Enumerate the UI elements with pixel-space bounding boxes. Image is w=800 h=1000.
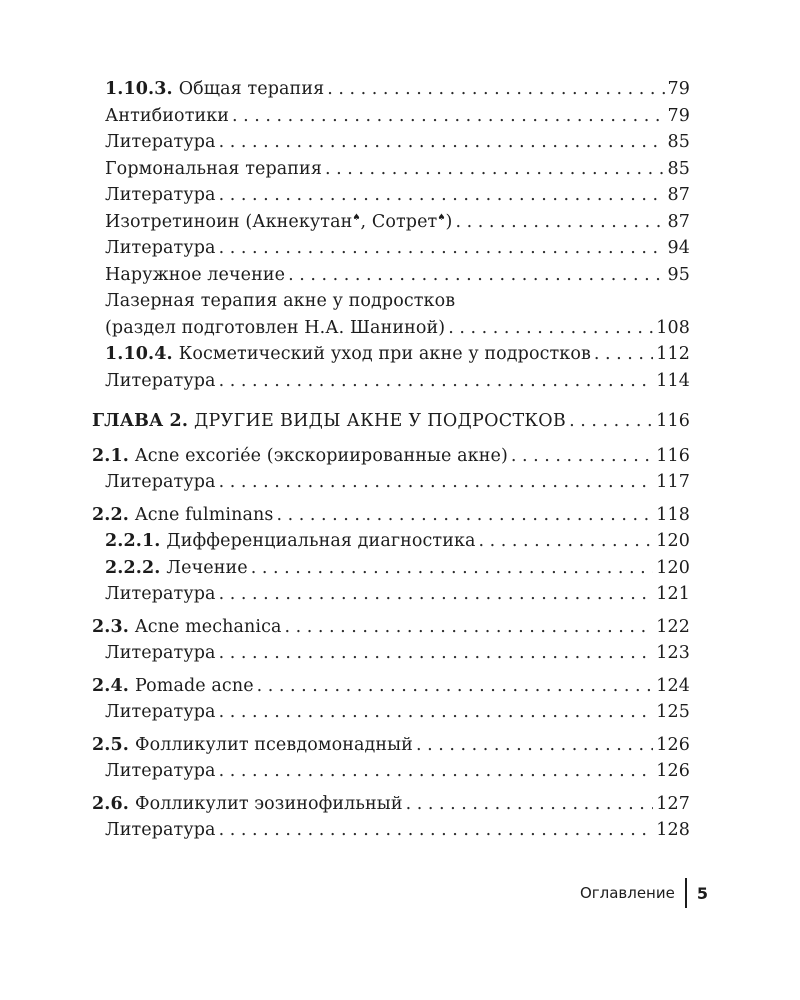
section-number: 2.4. [92,675,129,696]
toc-entry-literature[interactable] [92,368,690,395]
section-title: Антибиотики [105,105,230,126]
section-number: 2.2. [92,504,129,525]
section-title: Литература [105,132,216,152]
toc-entry-literature[interactable] [92,235,690,262]
page-number: 121 [656,584,690,604]
leader-dots [455,209,664,236]
footer-page-number: 5 [696,883,708,903]
leader-dots [569,408,653,435]
toc-entry-hormonal-therapy[interactable] [92,156,690,183]
leader-dots [511,443,653,470]
page-number: 116 [656,445,690,466]
toc-entry-literature[interactable] [92,758,690,785]
section-title: Pomade acne [134,675,254,696]
section-title: Общая терапия [178,79,325,99]
leader-dots [288,262,664,289]
leader-dots [448,315,653,342]
section-title: Косметический уход при акне у подростков [178,344,591,364]
leader-dots [406,791,654,818]
section-title: Литература [105,370,216,391]
leader-dots [219,235,665,262]
section-title-part: Изотретиноин (Акнекутан [105,211,353,232]
page-number: 85 [667,158,690,179]
section-title: Литература [105,643,216,663]
page-number: 120 [656,557,690,578]
page-number: 122 [656,616,690,637]
page-number: 87 [667,211,690,232]
toc-entry-literature[interactable] [92,640,690,667]
page-number: 79 [667,79,690,99]
section-title-block [105,288,690,341]
leader-dots [219,129,665,156]
section-title-part: , Сотрет [360,211,438,232]
section-title: Литература [105,472,216,492]
section-title: Acne mechanica [134,616,282,637]
trademark-mark-icon: ♠ [352,212,361,223]
page-number: 95 [667,264,690,285]
section-title: Гормональная терапия [105,158,322,179]
toc-entry-2-2[interactable] [92,502,690,529]
leader-dots [479,528,654,555]
trademark-mark-icon: ♠ [437,212,446,223]
section-number: 2.2.1. [105,531,161,551]
page-number: 108 [656,317,690,338]
toc-entry-2-2-1[interactable] [92,528,690,555]
section-title: Acne fulminans [134,504,274,525]
footer-section-label: Оглавление [579,884,675,902]
section-title: Литература [105,238,216,258]
section-number: 2.5. [92,734,129,755]
section-number: 2.2.2. [105,557,161,578]
section-title: Литература [105,584,216,604]
page-number: 114 [656,370,690,391]
toc-entry-2-1[interactable] [92,443,690,470]
leader-dots [219,469,654,496]
page-number: 125 [656,702,690,722]
section-title-line-1: Лазерная терапия акне у подростков [105,291,456,311]
toc-entry-antibiotics[interactable] [92,103,690,130]
leader-dots [219,581,654,608]
section-title [105,209,452,236]
toc-entry-literature[interactable] [92,182,690,209]
leader-dots [416,732,653,759]
page-number: 118 [656,504,690,525]
toc-entry-isotretinoin[interactable] [92,209,690,236]
toc-entry-2-6[interactable] [92,791,690,818]
toc-entry-literature[interactable] [92,469,690,496]
section-title-line-2: (раздел подготовлен Н.А. Шаниной) [105,317,446,338]
page-number: 126 [656,734,690,755]
leader-dots [276,502,653,529]
leader-dots [232,103,664,130]
leader-dots [219,368,654,395]
section-title-part: ) [445,211,453,232]
toc-entry-1-10-4[interactable] [92,341,690,368]
toc-entry-2-2-2[interactable] [92,555,690,582]
toc-entry-literature[interactable] [92,581,690,608]
toc-entry-1-10-3[interactable] [92,76,690,103]
section-title: Литература [105,702,216,722]
leader-dots [219,758,654,785]
table-of-contents [92,76,690,844]
page-number: 116 [656,411,690,431]
page-number: 123 [656,643,690,663]
page-number: 117 [656,472,690,492]
section-title: Фолликулит псевдомонадный [134,734,413,755]
section-title: Фолликулит эозинофильный [134,793,403,814]
page-number: 126 [656,761,690,781]
leader-dots [219,182,665,209]
section-number: 2.1. [92,445,129,466]
leader-dots [285,614,654,641]
page-number: 124 [656,675,690,696]
page-number: 112 [656,344,690,364]
section-title: Наружное лечение [105,264,286,285]
leader-dots [219,699,654,726]
page-number: 94 [667,238,690,258]
chapter-number: ГЛАВА 2. [92,411,189,431]
toc-entry-chapter-2[interactable] [92,408,690,435]
page-number: 128 [656,820,690,840]
toc-entry-literature[interactable] [92,129,690,156]
section-title: Лечение [166,557,248,578]
page-number: 85 [667,132,690,152]
leader-dots [219,640,654,667]
leader-dots [594,341,653,368]
page-number: 127 [656,793,690,814]
section-title-line-2-row [105,315,690,342]
toc-entry-laser-therapy[interactable] [92,288,690,341]
leader-dots [325,156,665,183]
section-title: Литература [105,820,216,840]
page-number: 87 [667,185,690,205]
toc-entry-literature[interactable] [92,699,690,726]
section-title: Acne excoriée (экскориированные акне) [134,445,508,466]
toc-entry-2-4[interactable] [92,673,690,700]
section-number: 1.10.4. [105,344,173,364]
leader-dots [251,555,654,582]
section-number: 2.3. [92,616,129,637]
section-title: Литература [105,185,216,205]
section-number: 1.10.3. [105,79,173,99]
section-number: 2.6. [92,793,129,814]
chapter-title: ДРУГИЕ ВИДЫ АКНЕ У ПОДРОСТКОВ [194,411,567,431]
leader-dots [219,817,654,844]
toc-entry-2-3[interactable] [92,614,690,641]
leader-dots [327,76,664,103]
section-title: Дифференциальная диагностика [166,531,476,551]
page-number: 79 [667,105,690,126]
toc-entry-2-5[interactable] [92,732,690,759]
page-number: 120 [656,531,690,551]
toc-entry-topical-treatment[interactable] [92,262,690,289]
section-title: Литература [105,761,216,781]
running-footer [580,878,708,908]
leader-dots [257,673,654,700]
toc-entry-literature[interactable] [92,817,690,844]
